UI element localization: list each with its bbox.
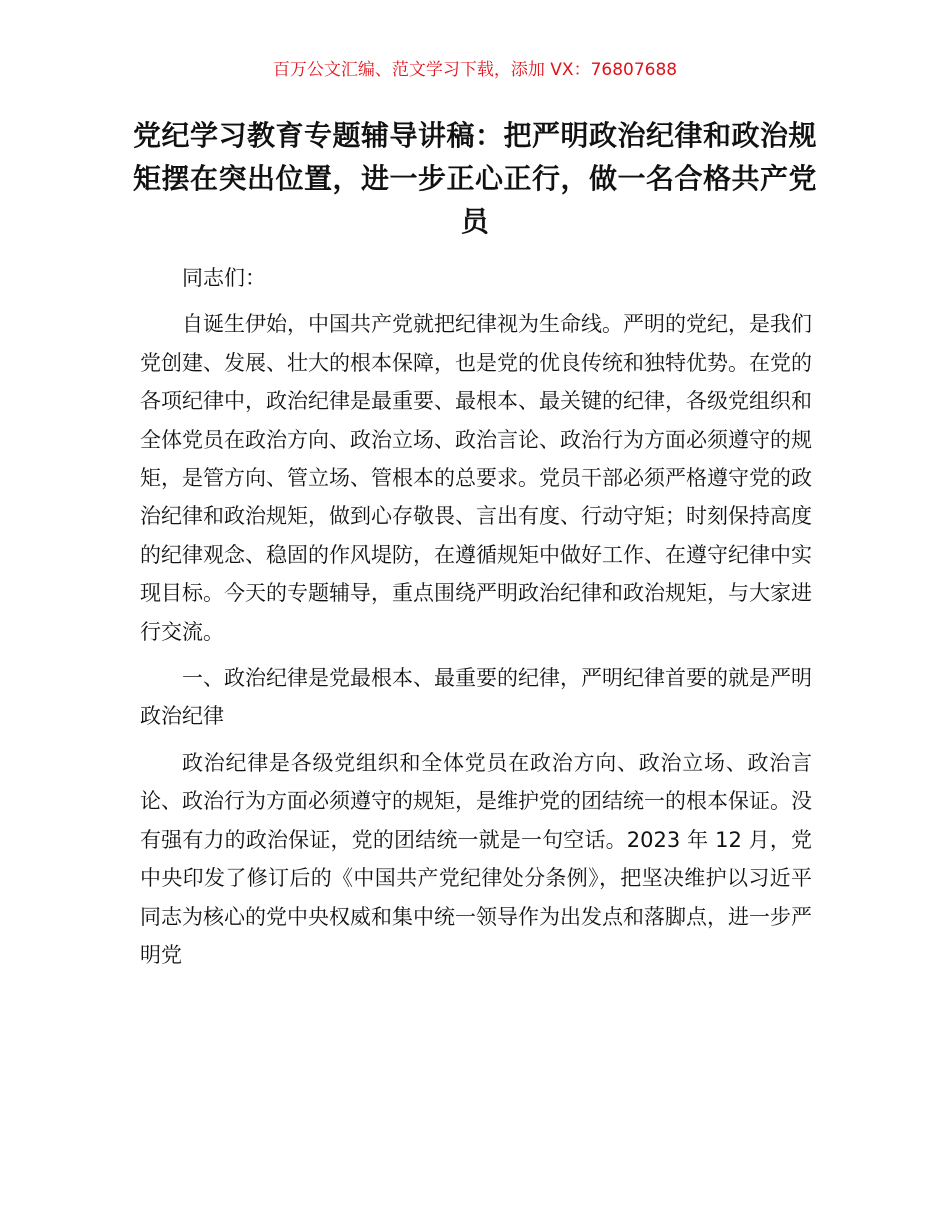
document-body xyxy=(140,259,812,974)
document-title: 党纪学习教育专题辅导讲稿：把严明政治纪律和政治规矩摆在突出位置，进一步正心正行，做一名合格共产党员 xyxy=(132,119,817,238)
section-heading: 一、政治纪律是党最根本、最重要的纪律，严明纪律首要的就是严明政治纪律 xyxy=(140,666,812,729)
body-paragraph: 政治纪律是各级党组织和全体党员在政治方向、政治立场、政治言论、政治行为方面必须遵守的规矩，是维护党的团结统一的根本保证。没有强有力的政治保证，党的团结统一就是一句空话。2023 年 12 月，党中央印发了修订后的《中国共产党纪律处分条例》，把坚决维护以习近平同志为核心的党中央权威和集中统一领导作为出发点和落脚点，进一步严明党 xyxy=(140,750,812,967)
header-note: 百万公文汇编、范文学习下载，添加 VX：76807688 xyxy=(272,60,678,80)
salutation: 同志们： xyxy=(182,266,266,290)
body-paragraph: 自诞生伊始，中国共产党就把纪律视为生命线。严明的党纪，是我们党创建、发展、壮大的根本保障，也是党的优良传统和独特优势。在党的各项纪律中，政治纪律是最重要、最根本、最关键的纪律，各级党组织和全体党员在政治方向、政治立场、政治言论、政治行为方面必须遵守的规矩，是管方向、管立场、管根本的总要求。党员干部必须严格遵守党的政治纪律和政治规矩，做到心存敬畏、言出有度、行动守矩；时刻保持高度的纪律观念、稳固的作风堤防，在遵循规矩中做好工作、在遵守纪律中实现目标。今天的专题辅导，重点围绕严明政治纪律和政治规矩，与大家进行交流。 xyxy=(140,312,812,644)
